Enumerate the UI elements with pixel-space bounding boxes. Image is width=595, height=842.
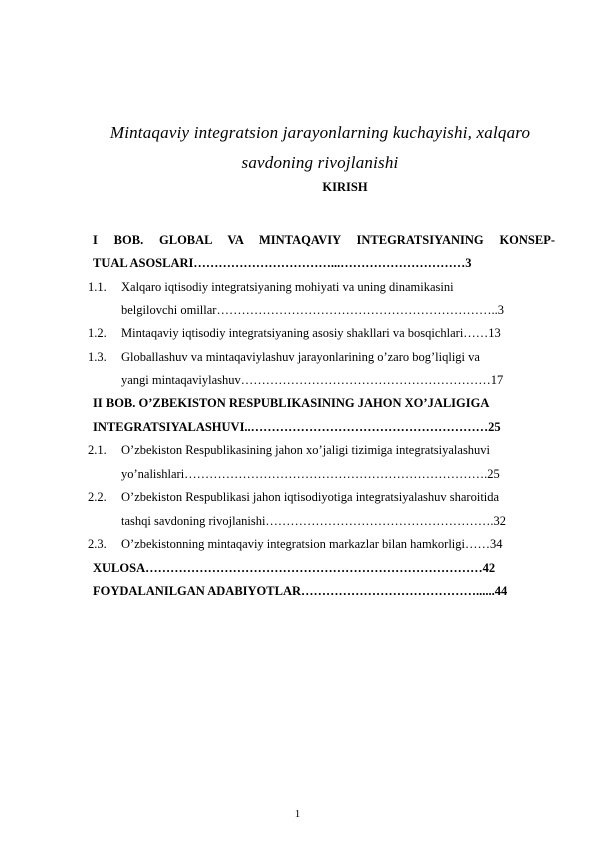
toc-section-1-1-line-2: belgilovchi omillar…………………………………………………………..3 <box>121 303 504 317</box>
toc-section-number: 2.3. <box>88 537 107 551</box>
document-title-line-2: savdoning rivojlanishi <box>241 153 399 172</box>
toc-section-number: 2.2. <box>88 490 107 504</box>
toc-section-1-3-line-1: Globallashuv va mintaqaviylashuv jarayonlarining o’zaro bog’liqligi va <box>121 350 480 364</box>
toc-section-number: 1.1. <box>88 280 107 294</box>
toc-section-number: 1.2. <box>88 326 107 340</box>
toc-section-2-1-line-1: O’zbekiston Respublikasining jahon xo’jaligi tizimiga integratsiyalashuvi <box>121 443 491 457</box>
toc-chapter-1-heading-line-1: I BOB. GLOBAL VA MINTAQAVIY INTEGRATSIYANING KONSEP- <box>93 233 555 247</box>
toc-section-1-2: Mintaqaviy iqtisodiy integratsiyaning asosiy shakllari va bosqichlari……13 <box>121 326 501 340</box>
toc-chapter-2-heading-line-2: INTEGRATSIYALASHUVI..…………………………………………………25 <box>93 420 501 434</box>
toc-section-2-2-line-1: O’zbekiston Respublikasi jahon iqtisodiyotiga integratsiyalashuv sharoitida <box>121 490 500 504</box>
toc-chapter-1-heading-line-2: TUAL ASOSLARI……………………………...…………………………3 <box>93 256 472 270</box>
toc-references: FOYDALANILGAN ADABIYOTLAR……………………………………......44 <box>93 584 508 598</box>
toc-section-2-1-line-2: yo’nalishlari……………………………………………………………….25 <box>121 467 500 481</box>
toc-section-number: 2.1. <box>88 443 107 457</box>
page-number: 1 <box>294 808 301 820</box>
toc-section-1-3-line-2: yangi mintaqaviylashuv……………………………………………………17 <box>121 373 504 387</box>
toc-section-1-1-line-1: Xalqaro iqtisodiy integratsiyaning mohiyati va uning dinamikasini <box>121 280 454 294</box>
toc-introduction: KIRISH <box>322 180 368 194</box>
toc-section-number: 1.3. <box>88 350 107 364</box>
toc-conclusion: XULOSA………………………………………………………………………42 <box>93 561 496 575</box>
document-title-line-1: Mintaqaviy integratsion jarayonlarning kuchayishi, xalqaro <box>109 123 531 142</box>
toc-chapter-2-heading-line-1: II BOB. O’ZBEKISTON RESPUBLIKASINING JAHON XO’JALIGIGA <box>93 396 490 410</box>
toc-section-2-3: O’zbekistonning mintaqaviy integratsion markazlar bilan hamkorligi……34 <box>121 537 503 551</box>
toc-section-2-2-line-2: tashqi savdoning rivojlanishi……………………………………………….32 <box>121 514 507 528</box>
